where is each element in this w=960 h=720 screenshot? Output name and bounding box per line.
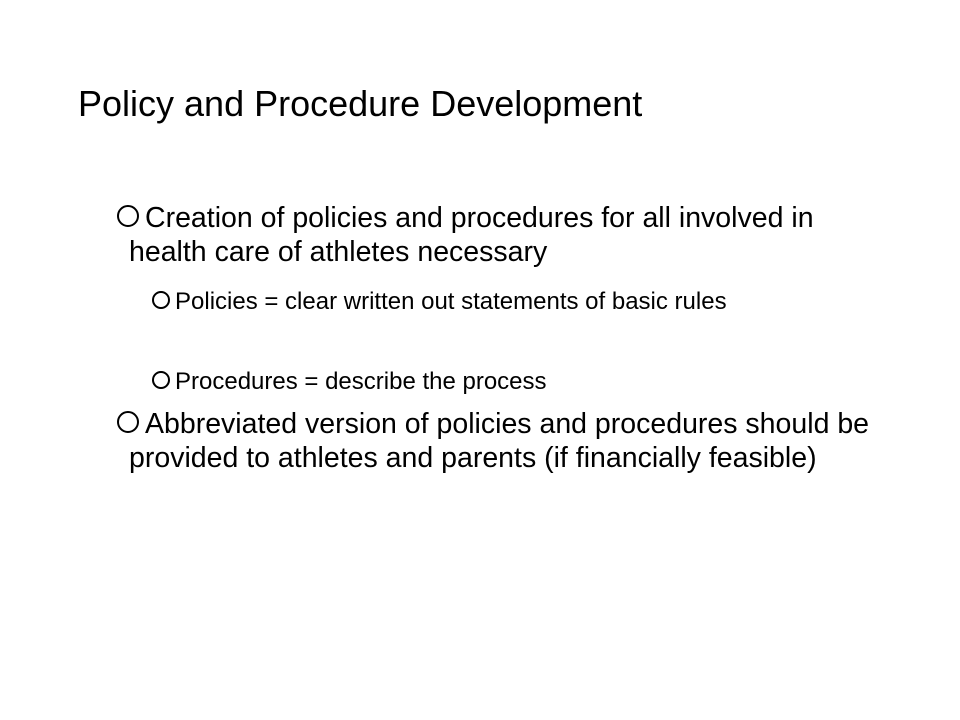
hollow-circle-icon [117,205,139,227]
slide-title: Policy and Procedure Development [78,83,643,124]
sub-bullet-item [152,366,844,398]
bullet-item [117,201,889,269]
sub-bullet-item [152,286,844,318]
bullet-text: Abbreviated version of policies and procedures should be provided to athletes and parents (if financially feasible) [129,408,870,474]
hollow-circle-icon [152,371,170,389]
hollow-circle-icon [117,411,139,433]
bullet-item [117,407,889,475]
hollow-circle-icon [152,291,170,309]
bullet-text: Creation of policies and procedures for all involved in health care of athletes necessary [129,202,814,268]
sub-bullet-text: Policies = clear written out statements of basic rules [175,288,727,315]
sub-bullet-text: Procedures = describe the process [175,368,547,395]
